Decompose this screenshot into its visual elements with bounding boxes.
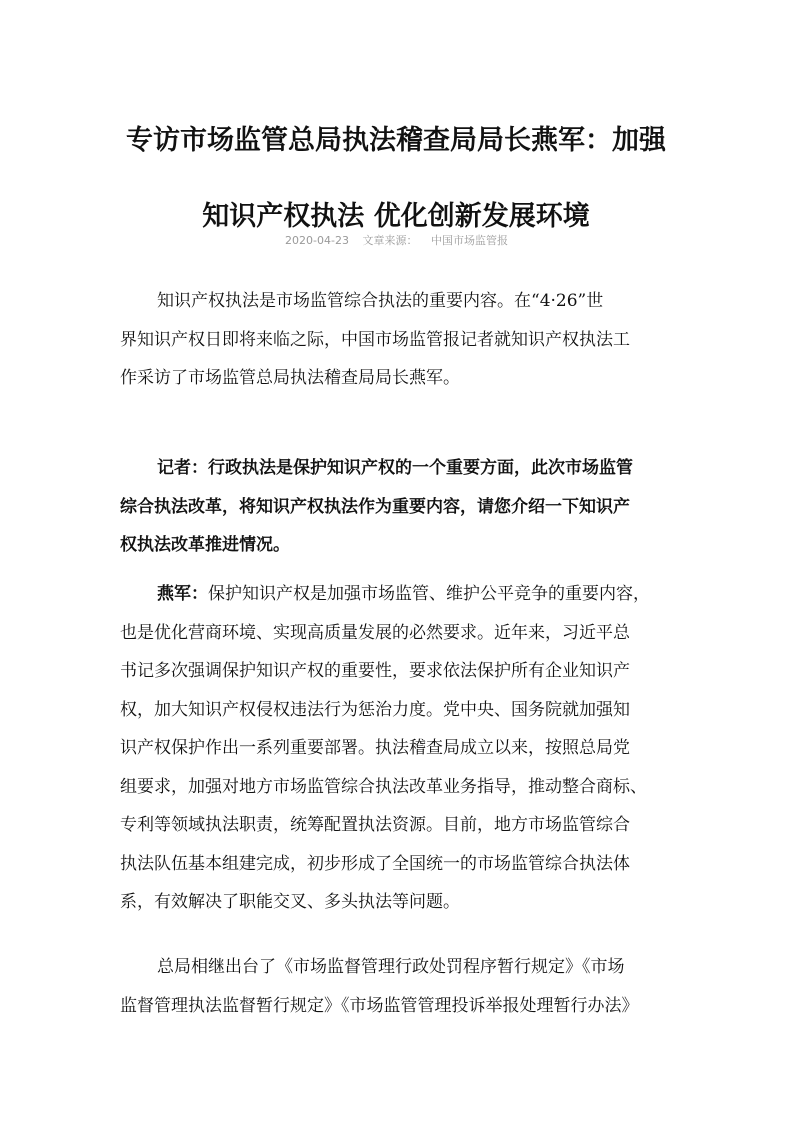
question-line: 权执法改革推进情况。 xyxy=(120,535,290,555)
publish-date: 2020-04-23 xyxy=(285,234,349,247)
answer-line: 识产权保护作出一系列重要部署。执法稽查局成立以来，按照总局党 xyxy=(120,738,630,758)
answer-line: 执法队伍基本组建完成，初步形成了全国统一的市场监管综合执法体 xyxy=(120,853,630,874)
speaker-label: 燕军： xyxy=(157,584,208,604)
answer-line: 组要求，加强对地方市场监管综合执法改革业务指导，推动整合商标、 xyxy=(120,776,647,797)
continuation-line: 总局相继出台了《市场监督管理行政处罚程序暂行规定》《市场 xyxy=(157,957,625,977)
question-paragraph xyxy=(120,449,680,565)
article-meta xyxy=(0,234,793,248)
continuation-paragraph xyxy=(120,948,680,1025)
answer-line: 书记多次强调保护知识产权的重要性，要求依法保护所有企业知识产 xyxy=(120,661,630,681)
answer-line: 系，有效解决了职能交叉、多头执法等问题。 xyxy=(120,892,460,912)
intro-line: 作采访了市场监管总局执法稽查局局长燕军。 xyxy=(120,368,460,388)
answer-line: 燕军：保护知识产权是加强市场监管、维护公平竞争的重要内容， xyxy=(157,584,650,604)
source-label: 文章来源： xyxy=(362,234,418,247)
continuation-line: 监督管理执法监督暂行规定》《市场监管管理投诉举报处理暂行办法》 xyxy=(120,995,639,1016)
intro-line: 知识产权执法是市场监管综合执法的重要内容。在“4·26”世 xyxy=(157,291,604,311)
title-line: 专访市场监管总局执法稽查局局长燕军：加强 xyxy=(126,125,666,156)
intro-line: 界知识产权日即将来临之际，中国市场监管报记者就知识产权执法工 xyxy=(120,329,630,350)
source-name: 中国市场监管报 xyxy=(430,234,508,247)
answer-line: 也是优化营商环境、实现高质量发展的必然要求。近年来，习近平总 xyxy=(120,622,630,643)
question-line: 记者：行政执法是保护知识产权的一个重要方面，此次市场监管 xyxy=(157,458,633,478)
answer-line: 权，加大知识产权侵权违法行为惩治力度。党中央、国务院就加强知 xyxy=(120,699,630,720)
article-title xyxy=(96,103,696,255)
answer-paragraph xyxy=(120,575,680,922)
answer-line: 专利等领域执法职责，统筹配置执法资源。目前，地方市场监管综合 xyxy=(120,815,630,835)
title-line: 知识产权执法 优化创新发展环境 xyxy=(202,201,590,232)
question-line: 综合执法改革，将知识产权执法作为重要内容，请您介绍一下知识产 xyxy=(120,496,630,517)
intro-paragraph xyxy=(120,282,680,398)
